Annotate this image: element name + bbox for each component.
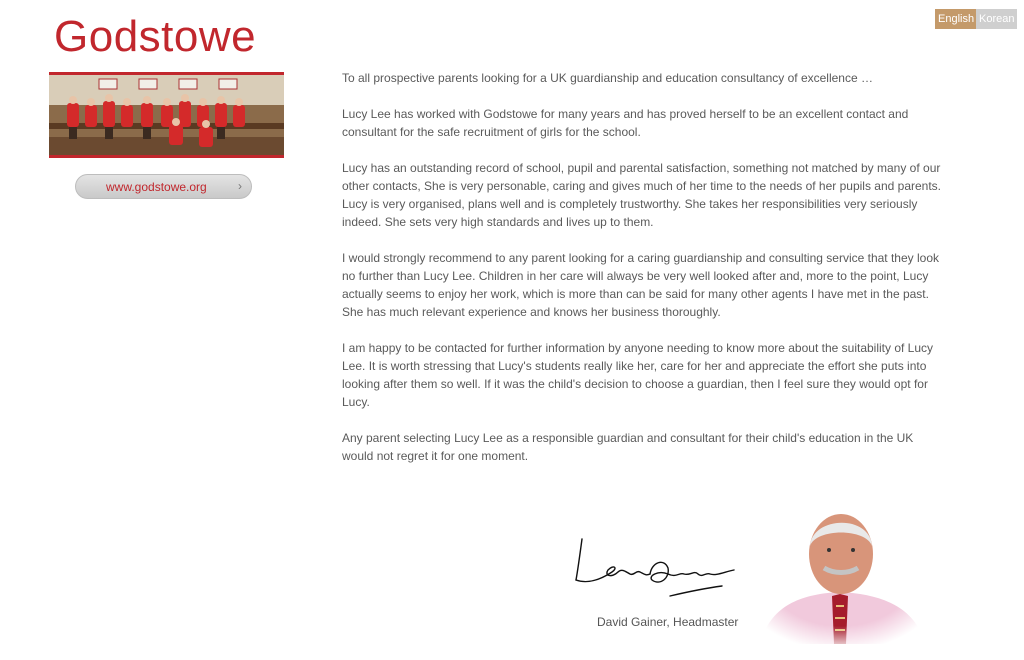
website-link-label: www.godstowe.org <box>106 179 207 194</box>
letter-paragraph: To all prospective parents looking for a UK guardianship and education consultancy of excellence … <box>342 71 873 85</box>
headmaster-portrait <box>750 506 932 644</box>
godstowe-logo[interactable]: Godstowe <box>54 12 257 61</box>
letter-paragraph: Lucy has an outstanding record of school, pupil and parental satisfaction, something not matched by many of our other contacts, She is very personable, caring and gives much of her time to the needs of her pupils and parents. Lucy is very organised, plans well and is completely trustworthy. She takes her responsibilities very seriously indeed. She sets very high standards and lives up to them. <box>342 161 942 229</box>
recommendation-letter <box>342 69 942 483</box>
headmaster-portrait-illustration <box>750 506 932 644</box>
korean-button[interactable]: Korean <box>976 9 1017 29</box>
letter-paragraph: I am happy to be contacted for further information by anyone needing to know more about the suitability of Lucy Lee. It is worth stressing that Lucy's students really like her, care for her and appreciate the effort she puts into looking after them so well. If it was the child's decision to choose a guardian, then I feel sure they would opt for Lucy. <box>342 341 934 409</box>
letter-paragraph: Lucy Lee has worked with Godstowe for many years and has proved herself to be an excellent contact and consultant for the safe recruitment of girls for the school. <box>342 107 909 139</box>
school-photo-illustration <box>49 75 284 155</box>
signer-name: David Gainer, Headmaster <box>597 615 739 629</box>
signature-graphic <box>572 534 742 606</box>
letter-paragraph: Any parent selecting Lucy Lee as a responsible guardian and consultant for their child's education in the UK would not regret it for one moment. <box>342 431 914 463</box>
handwritten-signature <box>572 534 742 606</box>
letter-paragraph: I would strongly recommend to any parent looking for a caring guardianship and consulting service that they look no further than Lucy Lee. Children in her care will always be very well looked after and, more to the point, Lucy actually seems to enjoy her work, which is more than can be said for many other agents I have met in the past. She has much relevant experience and knows her business thoroughly. <box>342 251 940 319</box>
school-pupils-photo <box>49 72 284 158</box>
english-button[interactable]: English <box>935 9 976 29</box>
godstowe-website-link[interactable] <box>75 174 252 199</box>
chevron-right-icon: › <box>238 179 242 193</box>
language-switch <box>935 9 1017 29</box>
